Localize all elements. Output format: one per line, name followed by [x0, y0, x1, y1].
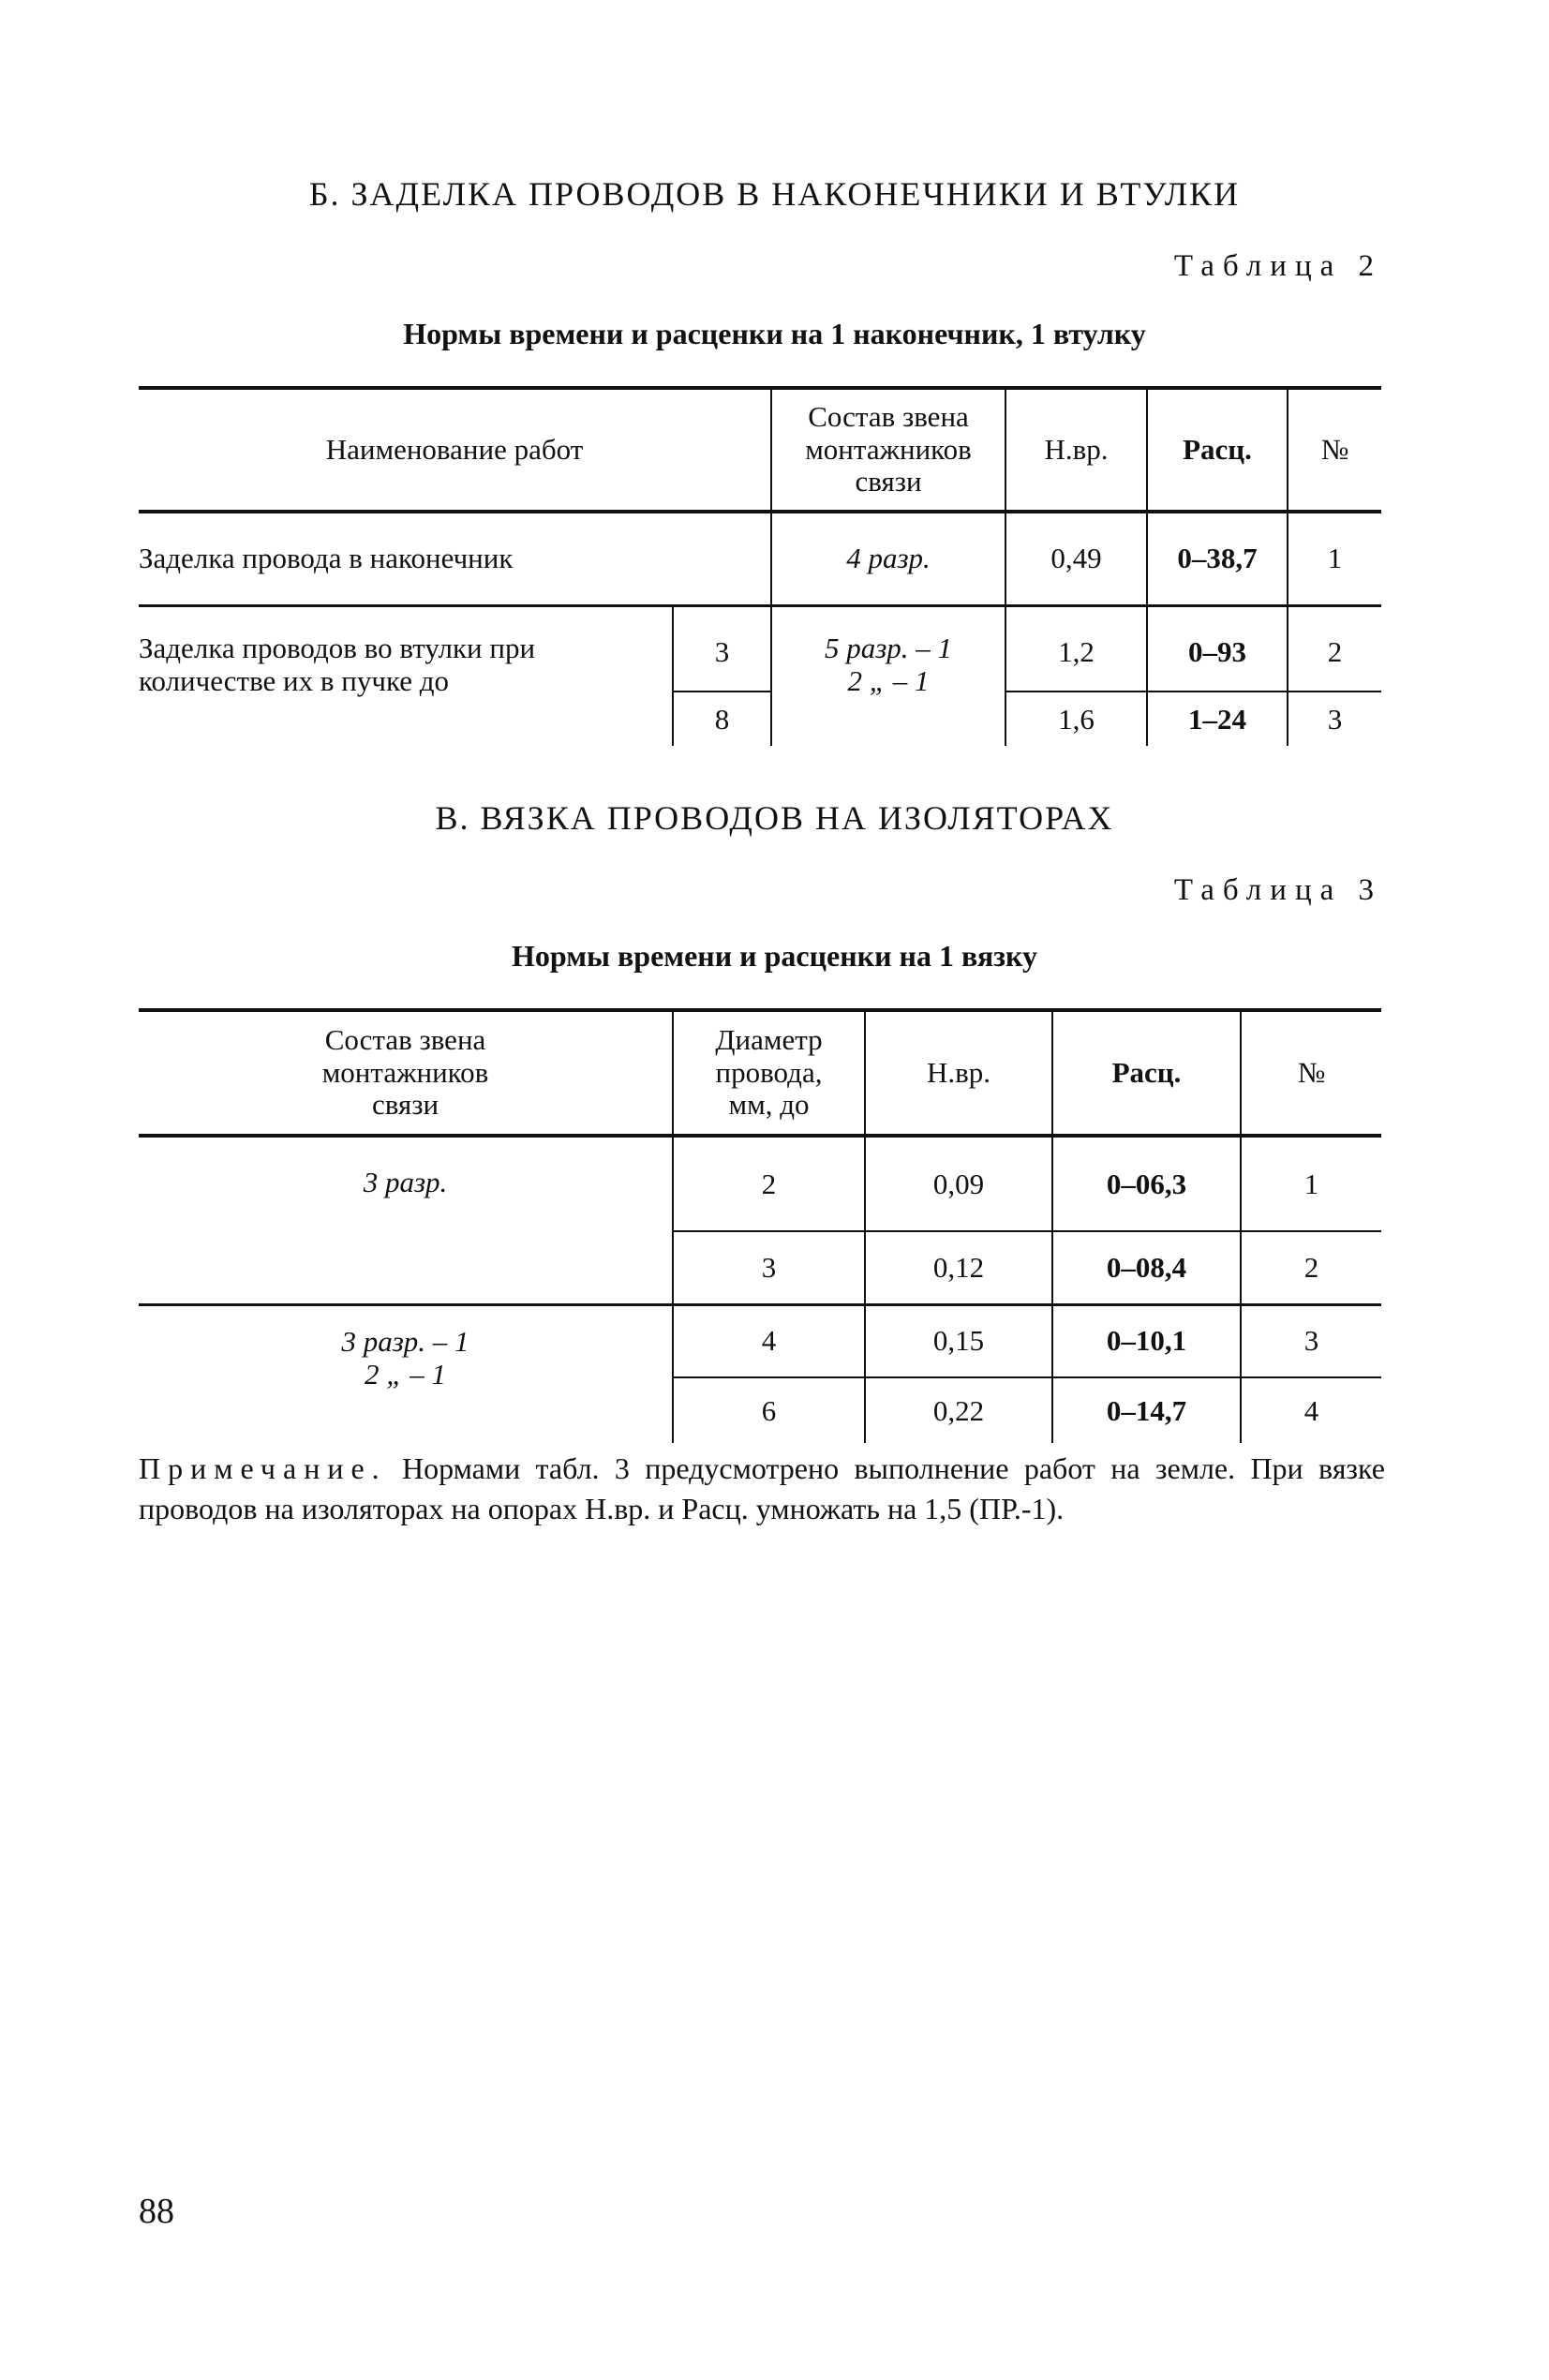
row-nvr: 0,22	[865, 1377, 1052, 1443]
row-rasc: 0–10,1	[1052, 1304, 1241, 1377]
row-rasc: 0–06,3	[1052, 1136, 1241, 1231]
section-v-title: В. ВЯЗКА ПРОВОДОВ НА ИЗОЛЯТОРАХ	[435, 799, 1114, 837]
group-nvr: 1,6	[1005, 692, 1147, 746]
section-b-title: Б. ЗАДЕЛКА ПРОВОДОВ В НАКОНЕЧНИКИ И ВТУЛКИ	[308, 175, 1241, 213]
group-crew: 3 разр.	[139, 1136, 673, 1304]
row-diameter: 3	[673, 1231, 865, 1304]
table-3-label: Таблица 3	[1173, 873, 1382, 907]
row-diameter: 2	[673, 1136, 865, 1231]
header-crew: Состав звена монтажников связи	[771, 388, 1005, 512]
group-rasc: 1–24	[1147, 692, 1288, 746]
row-no: 2	[1241, 1231, 1381, 1304]
note-lead: Примечание.	[139, 1451, 387, 1485]
group-rasc: 0–93	[1147, 605, 1288, 692]
header-nvr: Н.вр.	[1005, 388, 1147, 512]
page-number: 88	[139, 2192, 174, 2231]
table-row	[139, 1304, 1381, 1377]
header-rasc: Расц.	[1052, 1010, 1241, 1136]
table-row	[139, 605, 1381, 692]
row-no: 1	[1241, 1136, 1381, 1231]
row-nvr: 0,49	[1005, 512, 1147, 605]
table-2-label: Таблица 2	[1173, 249, 1382, 283]
group-count: 8	[673, 692, 771, 746]
table-2	[139, 386, 1381, 746]
table-2-header-row	[139, 388, 1381, 512]
row-rasc: 0–38,7	[1147, 512, 1288, 605]
group-work: Заделка проводов во втулки при количестве их в пучке до	[139, 631, 536, 698]
header-diameter: Диаметр провода, мм, до	[673, 1010, 865, 1136]
row-diameter: 4	[673, 1304, 865, 1377]
header-no: №	[1288, 388, 1381, 512]
table-3-caption: Нормы времени и расценки на 1 вязку	[512, 939, 1037, 973]
header-work: Наименование работ	[139, 388, 771, 512]
row-work: Заделка провода в наконечник	[139, 512, 771, 605]
row-rasc: 0–08,4	[1052, 1231, 1241, 1304]
table-row	[139, 1136, 1381, 1231]
table-3	[139, 1008, 1381, 1443]
group-no: 2	[1288, 605, 1381, 692]
group-crew: 5 разр. – 1 2 „ – 1	[771, 605, 1005, 746]
group-count: 3	[673, 605, 771, 692]
table-row	[139, 512, 1381, 605]
row-nvr: 0,12	[865, 1231, 1052, 1304]
note	[139, 1449, 1385, 1529]
table-2-caption: Нормы времени и расценки на 1 наконечник, 1 втулку	[403, 317, 1146, 350]
table-3-header-row	[139, 1010, 1381, 1136]
row-crew: 4 разр.	[771, 512, 1005, 605]
note-text: Нормами табл. 3 предусмотрено выполнение работ на земле. При вязке проводов на изоляторах на опорах Н.вр. и Расц. умножать на 1,5 (ПР.-1).	[139, 1451, 1385, 1525]
header-rasc: Расц.	[1147, 388, 1288, 512]
row-nvr: 0,09	[865, 1136, 1052, 1231]
group-no: 3	[1288, 692, 1381, 746]
header-crew: Состав звена монтажников связи	[139, 1010, 673, 1136]
row-nvr: 0,15	[865, 1304, 1052, 1377]
group-nvr: 1,2	[1005, 605, 1147, 692]
row-no: 1	[1288, 512, 1381, 605]
header-nvr: Н.вр.	[865, 1010, 1052, 1136]
row-no: 3	[1241, 1304, 1381, 1377]
row-diameter: 6	[673, 1377, 865, 1443]
header-no: №	[1241, 1010, 1381, 1136]
row-no: 4	[1241, 1377, 1381, 1443]
row-rasc: 0–14,7	[1052, 1377, 1241, 1443]
group-crew: 3 разр. – 1 2 „ – 1	[341, 1324, 469, 1391]
